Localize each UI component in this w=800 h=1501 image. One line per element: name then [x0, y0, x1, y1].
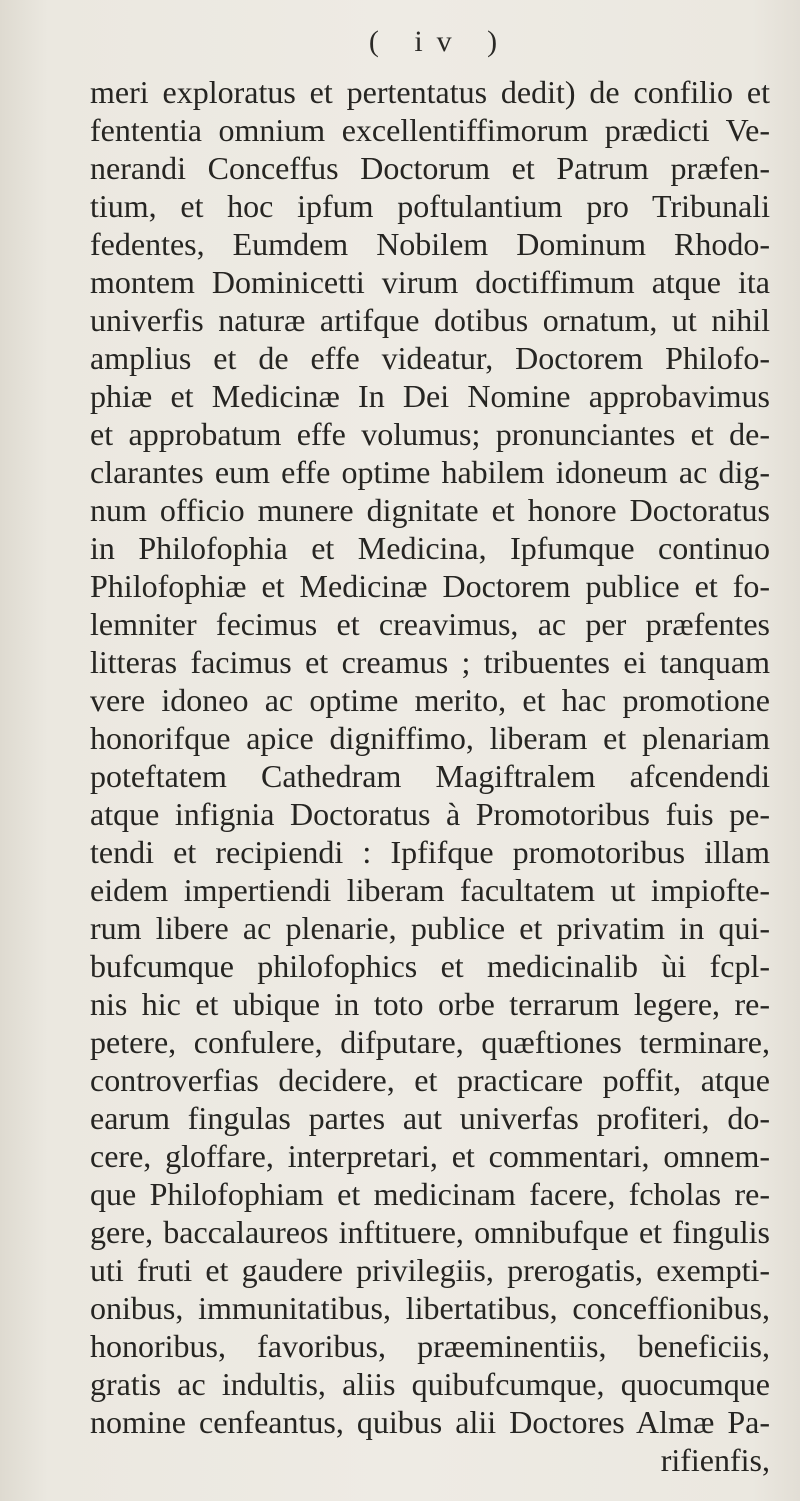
text-line: vere idoneo ac optime merito, et hac promotione	[90, 682, 770, 718]
text-line: cere, gloffare, interpretari, et commentari, omnem-	[90, 1138, 770, 1174]
text-line: litteras facimus et creamus ; tribuentes ei tanquam	[90, 644, 770, 680]
text-line: meri exploratus et pertentatus dedit) de confilio et	[90, 74, 770, 110]
text-line: gratis ac indultis, aliis quibufcumque, quocumque	[90, 1366, 770, 1402]
text-line: honorifque apice digniffimo, liberam et plenariam	[90, 720, 770, 756]
text-line: poteftatem Cathedram Magiftralem afcendendi	[90, 758, 770, 794]
text-line: nis hic et ubique in toto orbe terrarum legere, re-	[90, 986, 770, 1022]
text-line: tendi et recipiendi : Ipfifque promotoribus illam	[90, 834, 770, 870]
text-line: lemniter fecimus et creavimus, ac per præfentes	[90, 606, 770, 642]
text-line: in Philofophia et Medicina, Ipfumque continuo	[90, 530, 770, 566]
text-line: que Philofophiam et medicinam facere, fcholas re-	[90, 1176, 770, 1212]
text-line: gere, baccalaureos inftituere, omnibufque et fingulis	[90, 1214, 770, 1250]
text-line: petere, confulere, difputare, quæftiones terminare,	[90, 1024, 770, 1060]
text-line: num officio munere dignitate et honore Doctoratus	[90, 492, 770, 528]
text-line: fedentes, Eumdem Nobilem Dominum Rhodo-	[90, 226, 770, 262]
text-line: univerfis naturæ artifque dotibus ornatum, ut nihil	[90, 302, 770, 338]
text-line: rum libere ac plenarie, publice et privatim in qui-	[90, 910, 770, 946]
text-line: nerandi Conceffus Doctorum et Patrum præfen-	[90, 150, 770, 186]
text-line: nomine cenfeantus, quibus alii Doctores Almæ Pa-	[90, 1404, 770, 1440]
catchword-line: rifienfis,	[660, 1442, 770, 1478]
body-text	[90, 73, 770, 1479]
text-line: controverfias decidere, et practicare poffit, atque	[90, 1062, 770, 1098]
page-number-header: ( iv )	[368, 25, 512, 58]
text-line: earum fingulas partes aut univerfas profiteri, do-	[90, 1100, 770, 1136]
text-line: amplius et de effe videatur, Doctorem Philofo-	[90, 340, 770, 376]
text-line: uti fruti et gaudere privilegiis, prerogatis, exempti-	[90, 1252, 770, 1288]
text-line: et approbatum effe volumus; pronunciantes et de-	[90, 416, 770, 452]
text-line: montem Dominicetti virum doctiffimum atque ita	[90, 264, 770, 300]
text-line: tium, et hoc ipfum poftulantium pro Tribunali	[90, 188, 770, 224]
text-line: eidem impertiendi liberam facultatem ut impiofte-	[90, 872, 770, 908]
text-line: phiæ et Medicinæ In Dei Nomine approbavimus	[90, 378, 770, 414]
text-line: clarantes eum effe optime habilem idoneum ac dig-	[90, 454, 770, 490]
text-line: fententia omnium excellentiffimorum prædicti Ve-	[90, 112, 770, 148]
text-line: Philofophiæ et Medicinæ Doctorem publice et fo-	[90, 568, 770, 604]
text-line: onibus, immunitatibus, libertatibus, conceffionibus,	[90, 1290, 770, 1326]
text-line: atque infignia Doctoratus à Promotoribus fuis pe-	[90, 796, 770, 832]
text-line: bufcumque philofophics et medicinalib ùi fcpl-	[90, 948, 770, 984]
text-line: honoribus, favoribus, præeminentiis, beneficiis,	[90, 1328, 770, 1364]
